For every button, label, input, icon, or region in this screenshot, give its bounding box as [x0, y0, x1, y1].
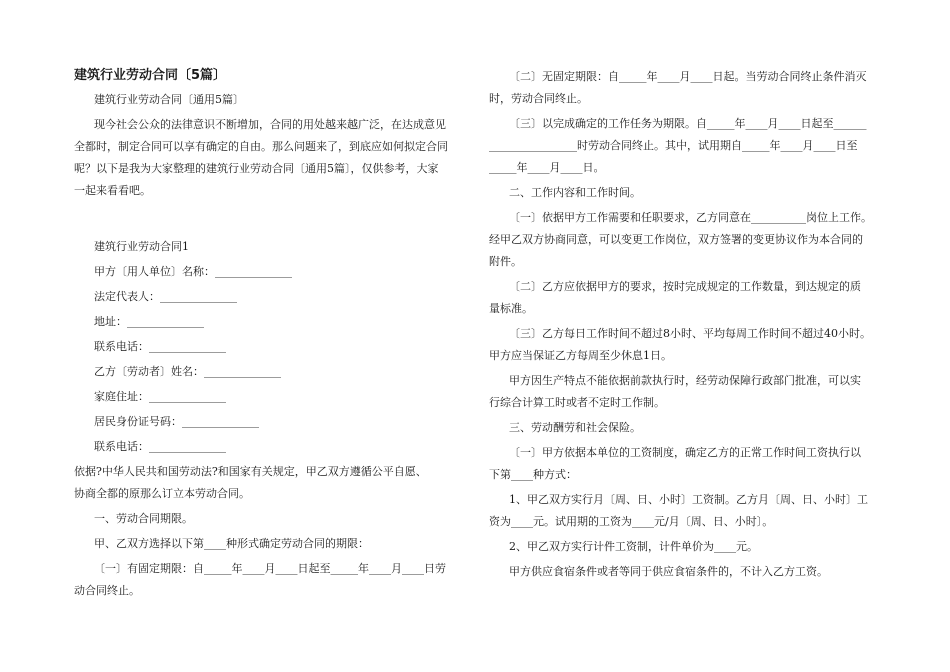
paragraph-line: 量标准。 [489, 302, 533, 315]
paragraph-line: 甲方应当保证乙方每周至少休息1日。 [489, 349, 672, 362]
paragraph-line: 资为____元。试用期的工资为____元/月〔周、日、小时〕。 [489, 515, 774, 528]
paragraph-line: 全都时，制定合同可以享有确定的自由。那么问题来了，到底应如何拟定合同 [74, 140, 448, 153]
form-field-line: 地址：______________ [94, 315, 204, 328]
paragraph-line: 时，劳动合同终止。 [489, 92, 588, 105]
paragraph-line: 〔三〕以完成确定的工作任务为期限。自_____年____月____日起至______ [509, 117, 867, 130]
paragraph-line: 〔一〕有固定期限：自_____年____月____日起至_____年____月____日劳 [94, 562, 446, 575]
section-heading: 二、工作内容和工作时间。 [509, 186, 641, 199]
paragraph-line: 〔一〕甲方依据本单位的工资制度，确定乙方的正常工作时间工资执行以 [509, 446, 861, 459]
paragraph-line: 动合同终止。 [74, 584, 140, 597]
form-field-line: 乙方〔劳动者〕姓名：______________ [94, 365, 281, 378]
section-heading: 三、劳动酬劳和社会保险。 [509, 421, 641, 434]
paragraph-line: 依据?中华人民共和国劳动法?和国家有关规定，甲乙双方遵循公平自愿、 [74, 465, 427, 478]
form-field-line: 甲方〔用人单位〕名称：______________ [94, 265, 292, 278]
paragraph-line: 〔二〕乙方应依据甲方的要求，按时完成规定的工作数量，到达规定的质 [509, 280, 861, 293]
paragraph-line: 1、甲乙双方实行月〔周、日、小时〕工资制。乙方月〔周、日、小时〕工 [509, 493, 868, 506]
paragraph-line: 下第____种方式： [489, 468, 577, 481]
paragraph-line: 附件。 [489, 255, 522, 268]
paragraph-line: 甲方因生产特点不能依据前款执行时，经劳动保障行政部门批准，可以实 [509, 374, 861, 387]
section-heading: 一、劳动合同期限。 [94, 512, 193, 525]
paragraph-line: 现今社会公众的法律意识不断增加，合同的用处越来越广泛，在达成意见 [94, 118, 446, 131]
form-field-line: 联系电话：______________ [94, 340, 226, 353]
paragraph-line: 经甲乙双方协商同意，可以变更工作岗位，双方签署的变更协议作为本合同的 [489, 233, 863, 246]
document-title: 建筑行业劳动合同〔5篇〕 [74, 68, 227, 83]
right-column [489, 66, 879, 583]
paragraph-line: 2、甲乙双方实行计件工资制，计件单价为____元。 [509, 540, 758, 553]
form-field-line: 家庭住址：______________ [94, 390, 226, 403]
paragraph-line: 行综合计算工时或者不定时工作制。 [489, 396, 665, 409]
paragraph-line: ________________时劳动合同终止。其中，试用期自_____年____月____日至 [489, 139, 858, 152]
paragraph-line: 〔二〕无固定期限：自_____年____月____日起。当劳动合同终止条件消灭 [509, 70, 867, 83]
form-field-line: 联系电话：______________ [94, 440, 226, 453]
paragraph-line: 一起来看看吧。 [74, 184, 151, 197]
paragraph-line: 呢？以下是我为大家整理的建筑行业劳动合同〔通用5篇〕，仅供参考，大家 [74, 162, 439, 175]
form-field-line: 居民身份证号码：______________ [94, 415, 259, 428]
left-column [74, 66, 460, 602]
section-heading: 建筑行业劳动合同1 [94, 240, 189, 253]
form-field-line: 法定代表人：______________ [94, 290, 237, 303]
paragraph-line: 协商全都的原那么订立本劳动合同。 [74, 487, 250, 500]
paragraph-line: 〔一〕依据甲方工作需要和任职要求，乙方同意在__________岗位上工作。 [509, 211, 872, 224]
paragraph-line: 甲方供应食宿条件或者等同于供应食宿条件的，不计入乙方工资。 [509, 565, 828, 578]
paragraph-line: 甲、乙双方选择以下第____种形式确定劳动合同的期限： [94, 537, 369, 550]
document-subtitle: 建筑行业劳动合同〔通用5篇〕 [94, 93, 244, 106]
paragraph-line: _____年____月____日。 [489, 161, 605, 174]
paragraph-line: 〔三〕乙方每日工作时间不超过8小时、平均每周工作时间不超过40小时。 [509, 327, 871, 340]
